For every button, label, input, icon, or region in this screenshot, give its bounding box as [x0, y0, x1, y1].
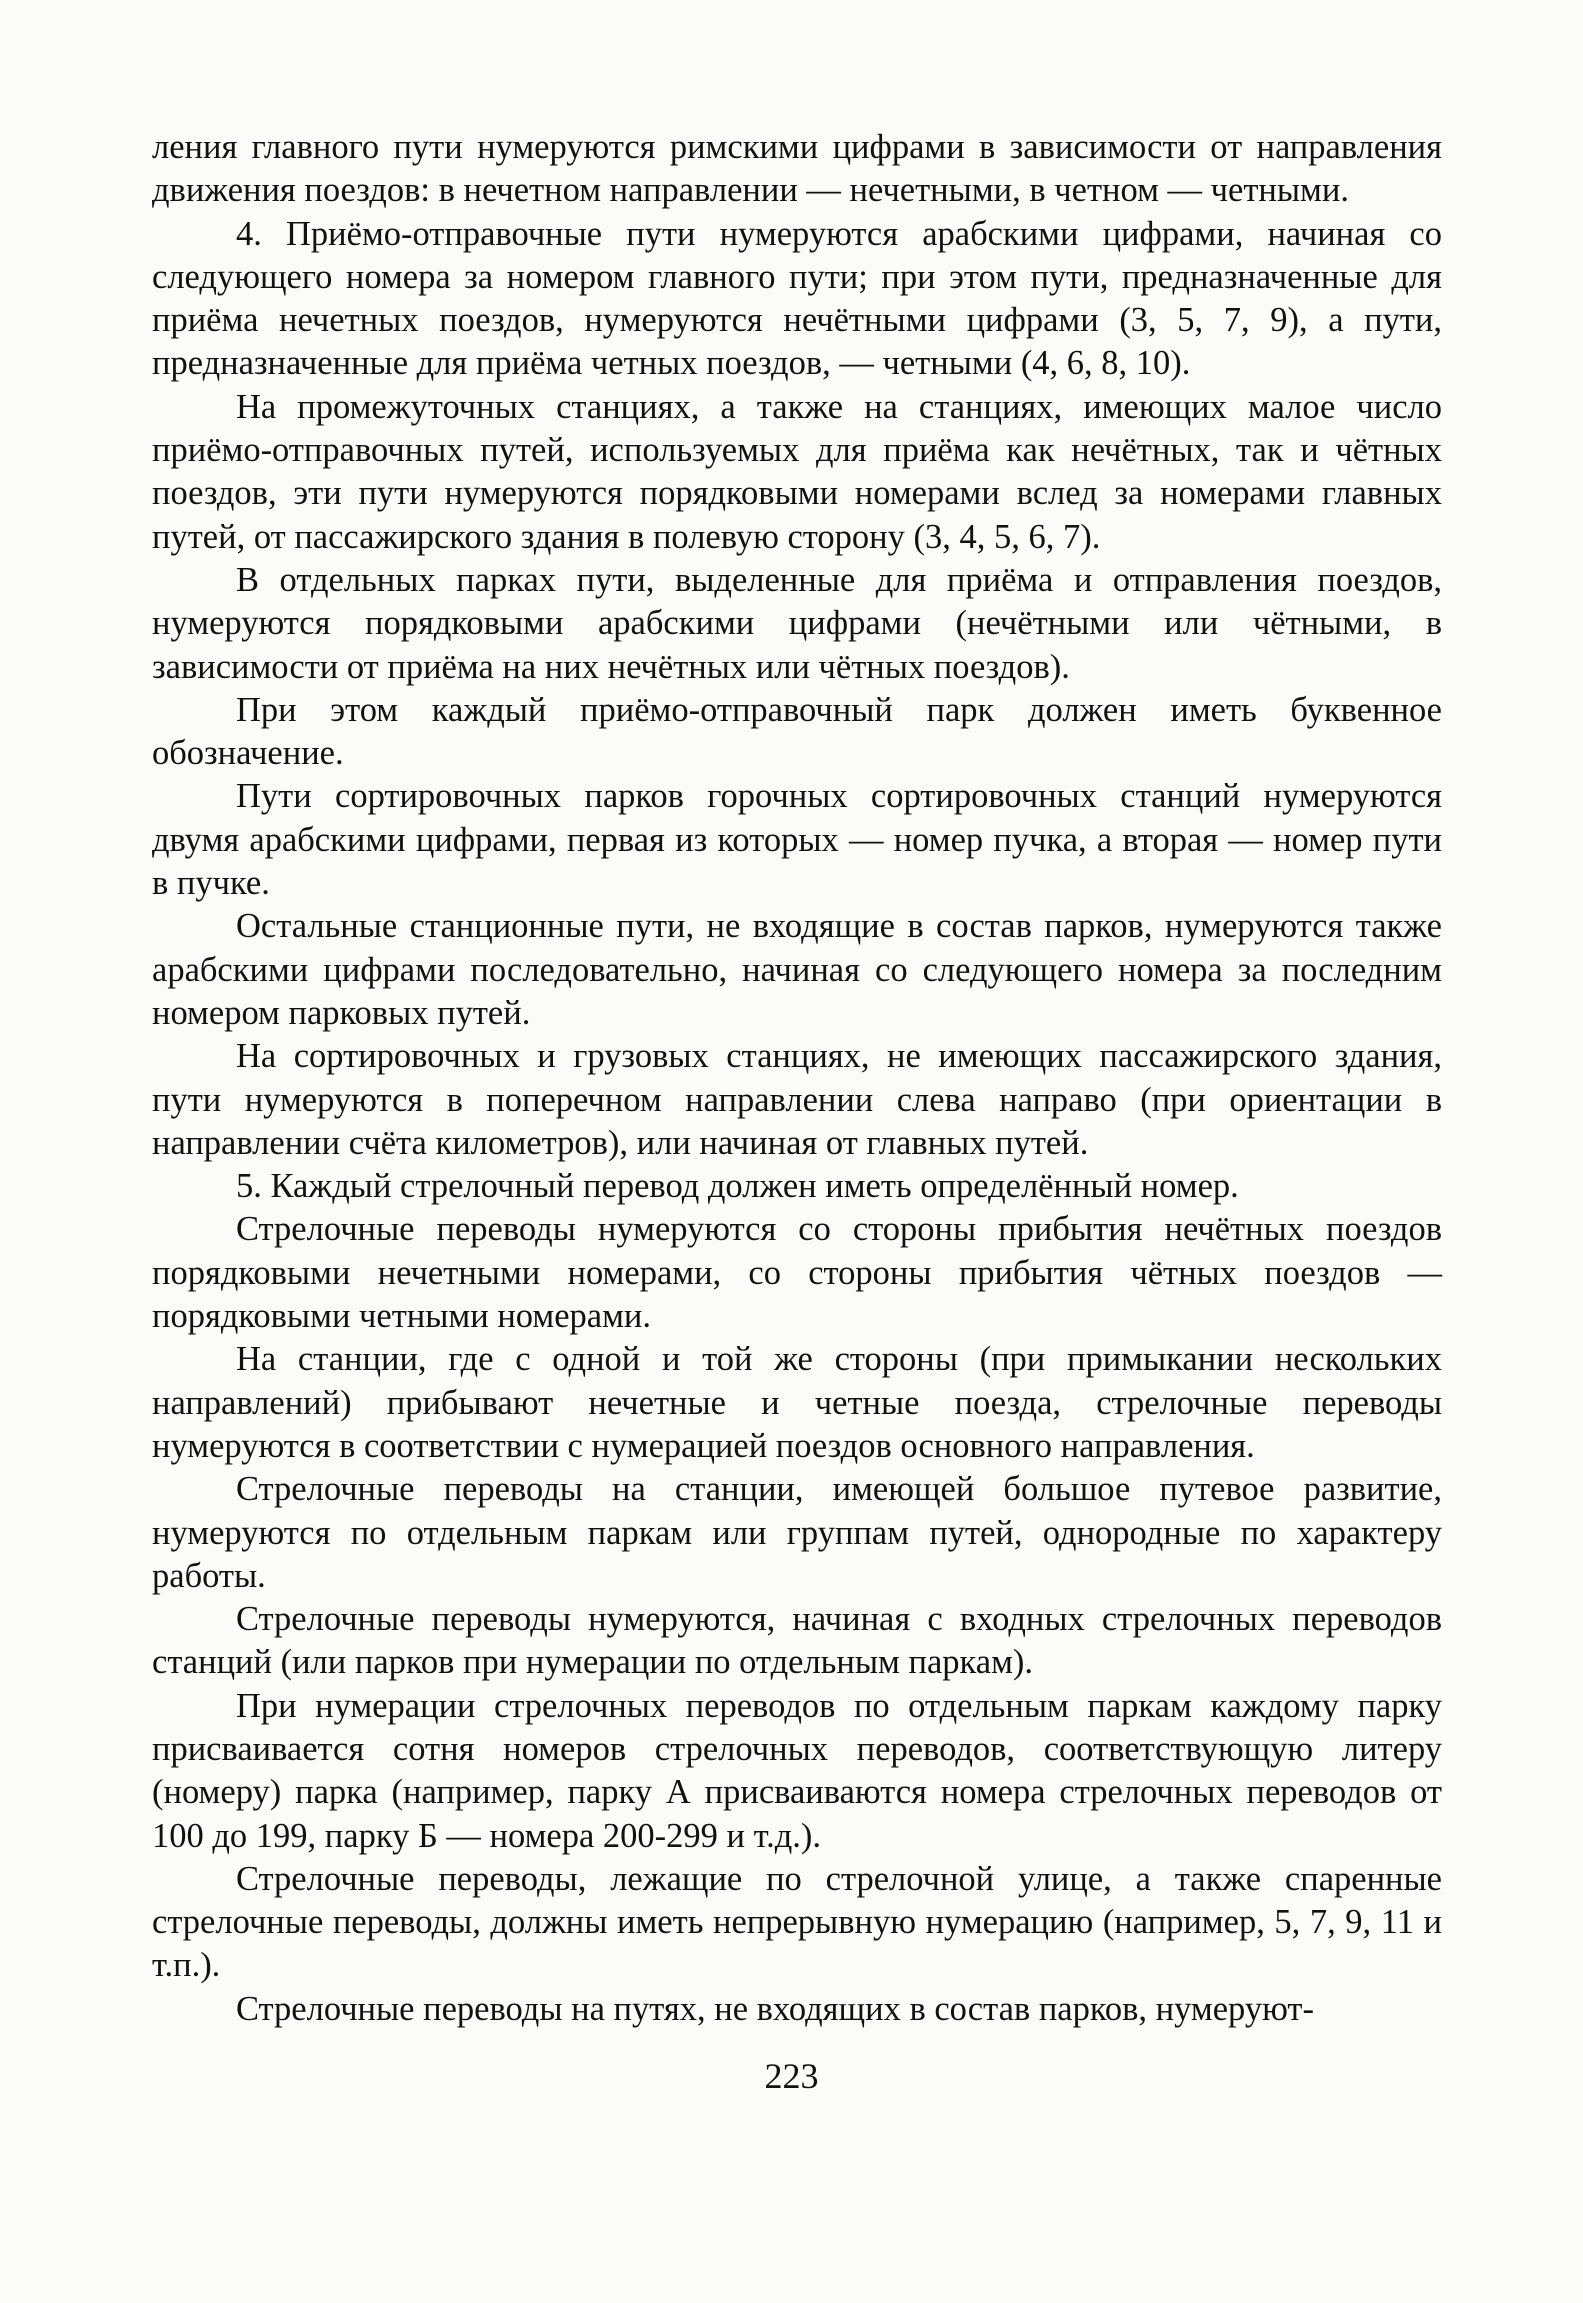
paragraph: При этом каждый приёмо-отправочный парк должен иметь буквенное обозначение. [152, 690, 1442, 773]
paragraph: Стрелочные переводы нумеруются со стороны прибытия нечётных поездов порядковыми нечетными номерами, со стороны прибытия чётных поездов — порядковыми четными номерами. [152, 1210, 1442, 1336]
body-text [152, 126, 1442, 2031]
paragraph: 5. Каждый стрелочный перевод должен иметь определённый номер. [236, 1167, 1239, 1206]
paragraph: При нумерации стрелочных переводов по отдельным паркам каждому парку присваивается сотня номеров стрелочных переводов, соответствующую литеру (номеру) парка (например, парку А присваиваются номера стрелочных переводов от 100 до 199, парку Б — номера 200-299 и т.д.). [152, 1686, 1442, 1855]
paragraph: Пути сортировочных парков горочных сортировочных станций нумеруются двумя арабскими цифрами, первая из которых — номер пучка, а вторая — номер пути в пучке. [152, 777, 1442, 903]
page-number: 223 [764, 2056, 819, 2096]
paragraph: Стрелочные переводы, лежащие по стрелочной улице, а также спаренные стрелочные переводы, должны иметь непрерывную нумерацию (например, 5, 7, 9, 11 и т.п.). [152, 1859, 1442, 1985]
paragraph: Стрелочные переводы нумеруются, начиная с входных стрелочных переводов станций (или парков при нумерации по отдельным паркам). [152, 1600, 1442, 1682]
paragraph: На станции, где с одной и той же стороны (при примыкании нескольких направлений) прибывают нечетные и четные поезда, стрелочные переводы нумеруются в соответствии с нумерацией поездов основного направления. [152, 1340, 1442, 1465]
paragraph: Остальные станционные пути, не входящие в состав парков, нумеруются также арабскими цифрами последовательно, начиная со следующего номера за последним номером парковых путей. [152, 907, 1442, 1032]
paragraph: В отдельных парках пути, выделенные для приёма и отправления поездов, нумеруются порядковыми арабскими цифрами (нечётными или чётными, в зависимости от приёма на них нечётных или чётных поездов). [152, 560, 1442, 686]
paragraph: 4. Приёмо-отправочные пути нумеруются арабскими цифрами, начиная со следующего номера за номером главного пути; при этом пути, предназначенные для приёма нечетных поездов, нумеруются нечётными цифрами (3, 5, 7, 9), а пути, предназначенные для приёма четных поездов, — четными (4, 6, 8, 10). [152, 214, 1442, 383]
paragraph: Стрелочные переводы на станции, имеющей большое путевое развитие, нумеруются по отдельным паркам или группам путей, однородные по характеру работы. [152, 1470, 1442, 1595]
paragraph: Стрелочные переводы на путях, не входящих в состав парков, нумеруют- [236, 1989, 1314, 2028]
paragraph: На сортировочных и грузовых станциях, не имеющих пассажирского здания, пути нумеруются в поперечном направлении слева направо (при ориентации в направлении счёта километров), или начиная от главных путей. [152, 1037, 1442, 1162]
paragraph: На промежуточных станциях, а также на станциях, имеющих малое число приёмо-отправочных путей, используемых для приёма как нечётных, так и чётных поездов, эти пути нумеруются порядковыми номерами вслед за номерами главных путей, от пассажирского здания в полевую сторону (3, 4, 5, 6, 7). [152, 387, 1442, 556]
paragraph-continuation: ления главного пути нумеруются римскими цифрами в зависимости от направления движения поездов: в нечетном направлении — нечетными, в четном — четными. [152, 128, 1442, 210]
